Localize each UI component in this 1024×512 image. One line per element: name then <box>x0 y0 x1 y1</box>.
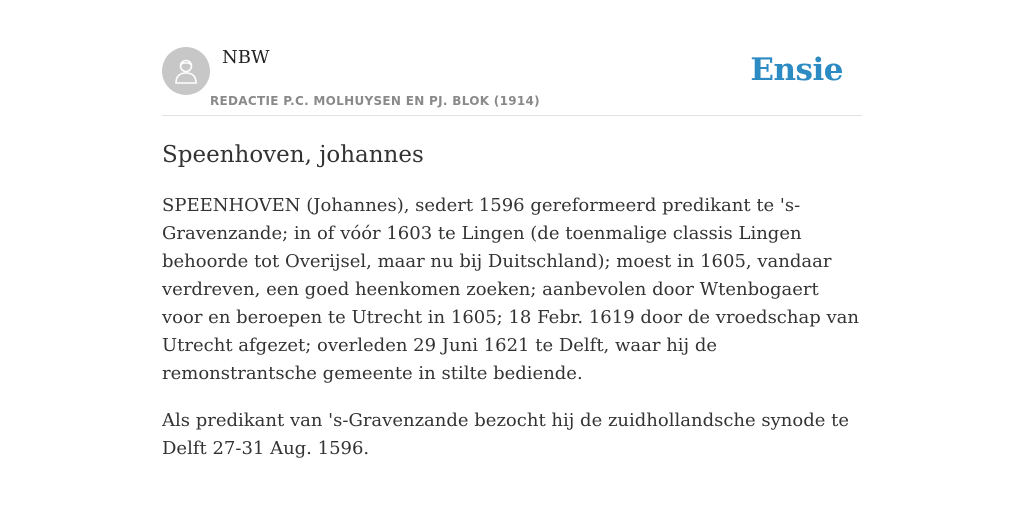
source-name[interactable]: NBW <box>222 47 270 68</box>
ensie-logo[interactable]: Ensie <box>750 52 843 88</box>
article-paragraph: Als predikant van 's-Gravenzande bezocht hij de zuidhollandsche synode te Delft 27-31 Aug. 1596. <box>162 410 849 459</box>
article-header <box>162 0 862 116</box>
user-silhouette-icon <box>173 57 199 85</box>
article-body <box>162 192 862 482</box>
source-avatar[interactable] <box>162 47 210 95</box>
article-card <box>162 0 862 512</box>
article-title: Speenhoven, johannes <box>162 142 424 168</box>
source-editors: REDACTIE P.C. MOLHUYSEN EN PJ. BLOK (1914) <box>210 94 540 108</box>
article-paragraph: SPEENHOVEN (Johannes), sedert 1596 gereformeerd predikant te 's-Gravenzande; in of vóór 1603 te Lingen (de toenmalige classis Lingen behoorde tot Overijsel, maar nu bij Duitschland); moest in 1605, vandaar verdreven, een goed heenkomen zoeken; aanbevolen door Wtenbogaert voor en beroepen te Utrecht in 1605; 18 Febr. 1619 door de vroedschap van Utrecht afgezet; overleden 29 Juni 1621 te Delft, waar hij de remonstrantsche gemeente in stilte bediende. <box>162 195 859 384</box>
